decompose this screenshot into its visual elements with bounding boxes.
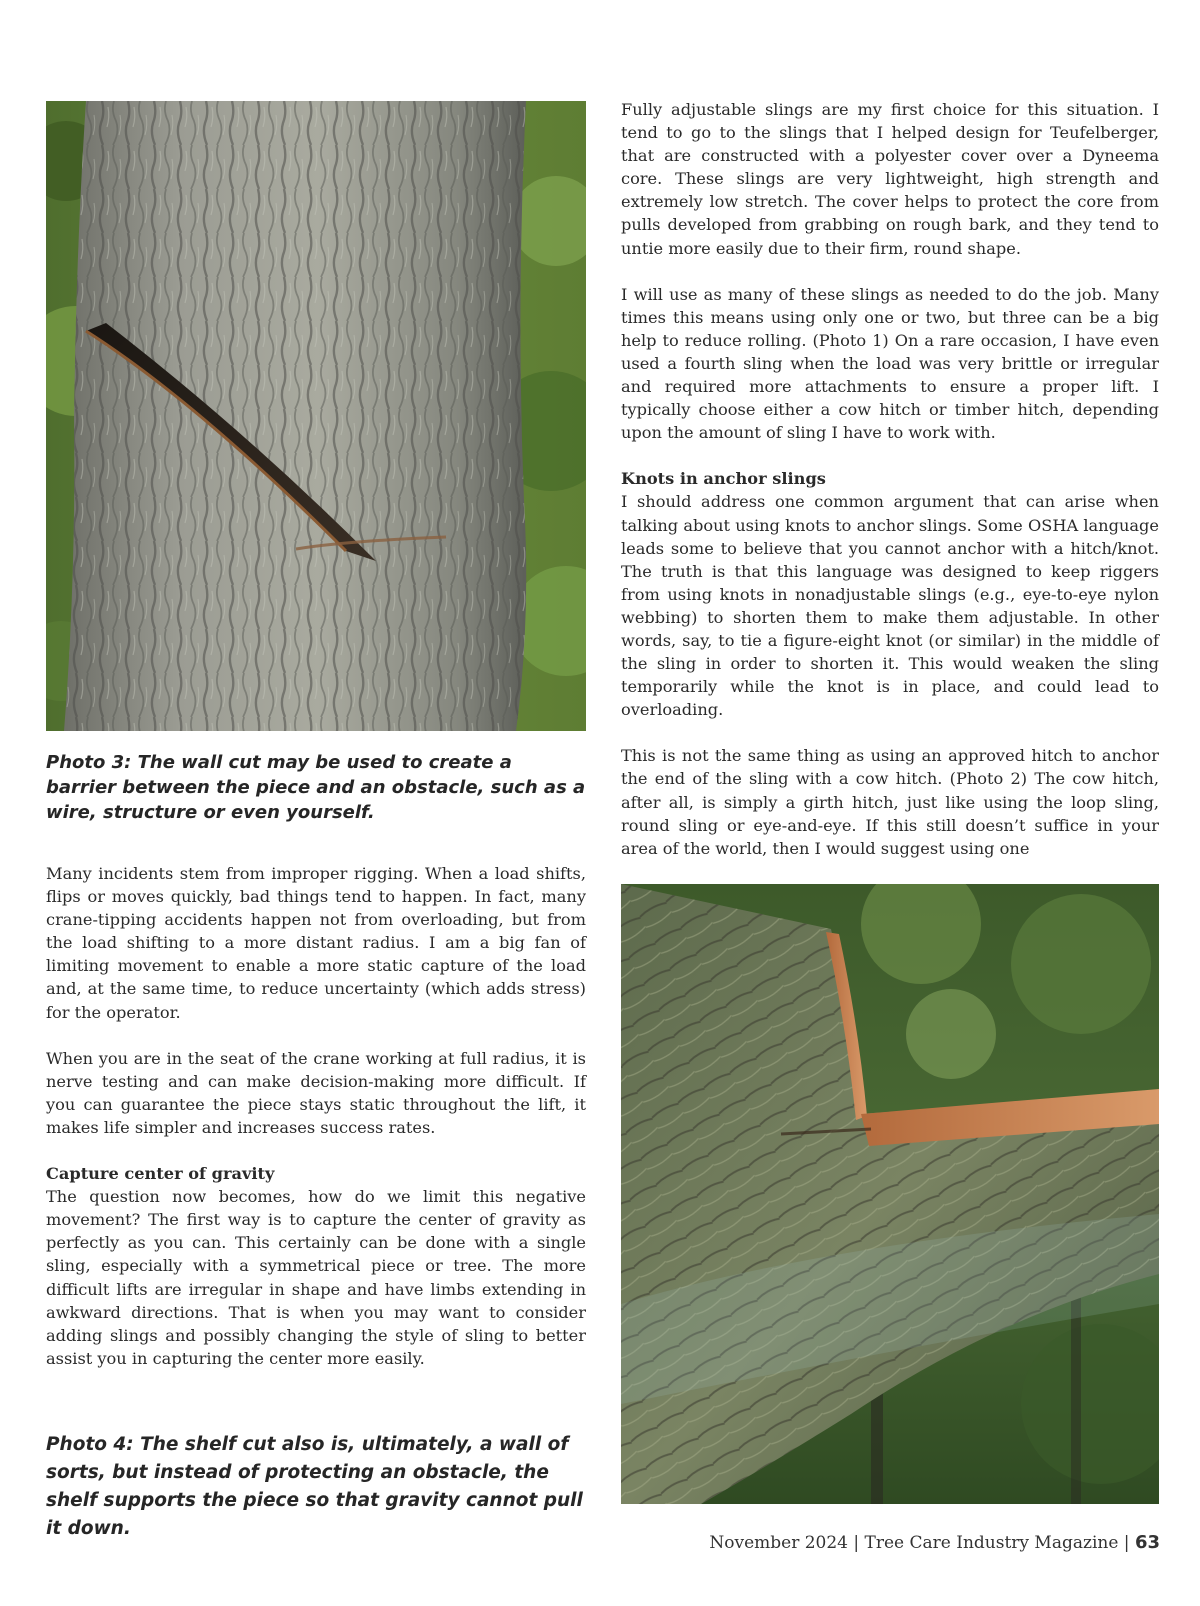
photo-3-wall-cut — [46, 101, 586, 731]
page-footer — [709, 1532, 1160, 1553]
left-column — [46, 862, 586, 1370]
section-heading-knots-in-anchor-slings — [621, 467, 1159, 490]
photo-3-caption: Photo 3: The wall cut may be used to create a barrier between the piece and an obstacle, such as a wire, structure or even yourself. — [46, 752, 586, 823]
left-paragraph-3: The question now becomes, how do we limit this negative movement? The first way is to capture the center of gravity as perfectly as you can. This certainly can be done with a single sling, especially with a symmetrical piece or tree. The more difficult lifts are irregular in shape and have limbs extending in awkward directions. That is when you may want to consider adding slings and possibly changing the style of sling to better assist you in capturing the center more easily. — [46, 1187, 586, 1368]
section-heading-capture-center-of-gravity — [46, 1162, 586, 1185]
footer-issue-text: November 2024 | Tree Care Industry Magazine | — [709, 1533, 1130, 1553]
right-paragraph-1: Fully adjustable slings are my first choice for this situation. I tend to go to the slings that I helped design for Teufelberger, that are constructed with a polyester cover over a Dyneema core. These slings are very lightweight, high strength and extremely low stretch. The cover helps to protect the core from pulls developed from grabbing on rough bark, and they tend to untie more easily due to their firm, round shape. — [621, 100, 1159, 258]
photo-4-image — [621, 884, 1159, 1504]
photo-3-image — [46, 101, 586, 731]
photo-4-shelf-cut — [621, 884, 1159, 1504]
left-paragraph-2: When you are in the seat of the crane working at full radius, it is nerve testing and can make decision-making more difficult. If you can guarantee the piece stays static throughout the lift, it makes life simpler and increases success rates. — [46, 1048, 586, 1137]
page-number: 63 — [1134, 1532, 1160, 1553]
photo-4-caption: Photo 4: The shelf cut also is, ultimately, a wall of sorts, but instead of protecting an obstacle, the shelf supports the piece so that gravity cannot pull it down. — [46, 1434, 583, 1539]
right-paragraph-2: I will use as many of these slings as needed to do the job. Many times this means using only one or two, but three can be a big help to reduce rolling. (Photo 1) On a rare occasion, I have even used a fourth sling when the load was very brittle or irregular and required more attachments to ensure a proper lift. I typically choose either a cow hitch or timber hitch, depending upon the amount of sling I have to work with. — [621, 284, 1159, 443]
right-column — [621, 98, 1159, 860]
heading-text: Capture center of gravity — [46, 1164, 275, 1184]
right-paragraph-4: This is not the same thing as using an approved hitch to anchor the end of the sling with a cow hitch. (Photo 2) The cow hitch, after all, is simply a girth hitch, just like using the loop sling, round sling or eye-and-eye. If this still doesn’t suffice in your area of the world, then I would suggest using one — [621, 746, 1159, 858]
left-paragraph-1: Many incidents stem from improper rigging. When a load shifts, flips or moves quickly, bad things tend to happen. In fact, many crane-tipping accidents happen not from overloading, but from the load shifting to a more distant radius. I am a big fan of limiting movement to enable a more static capture of the load and, at the same time, to reduce uncertainty (which adds stress) for the operator. — [46, 864, 586, 1022]
right-paragraph-3: I should address one common argument that can arise when talking about using knots to anchor slings. Some OSHA language leads some to believe that you cannot anchor with a hitch/knot. The truth is that this language was designed to keep riggers from using knots in nonadjustable slings (e.g., eye-to-eye nylon webbing) to shorten them to make them adjustable. In other words, say, to tie a figure-eight knot (or similar) in the middle of the sling in order to shorten it. This would weaken the sling temporarily while the knot is in place, and could lead to overloading. — [621, 492, 1159, 720]
heading-text: Knots in anchor slings — [621, 469, 826, 489]
